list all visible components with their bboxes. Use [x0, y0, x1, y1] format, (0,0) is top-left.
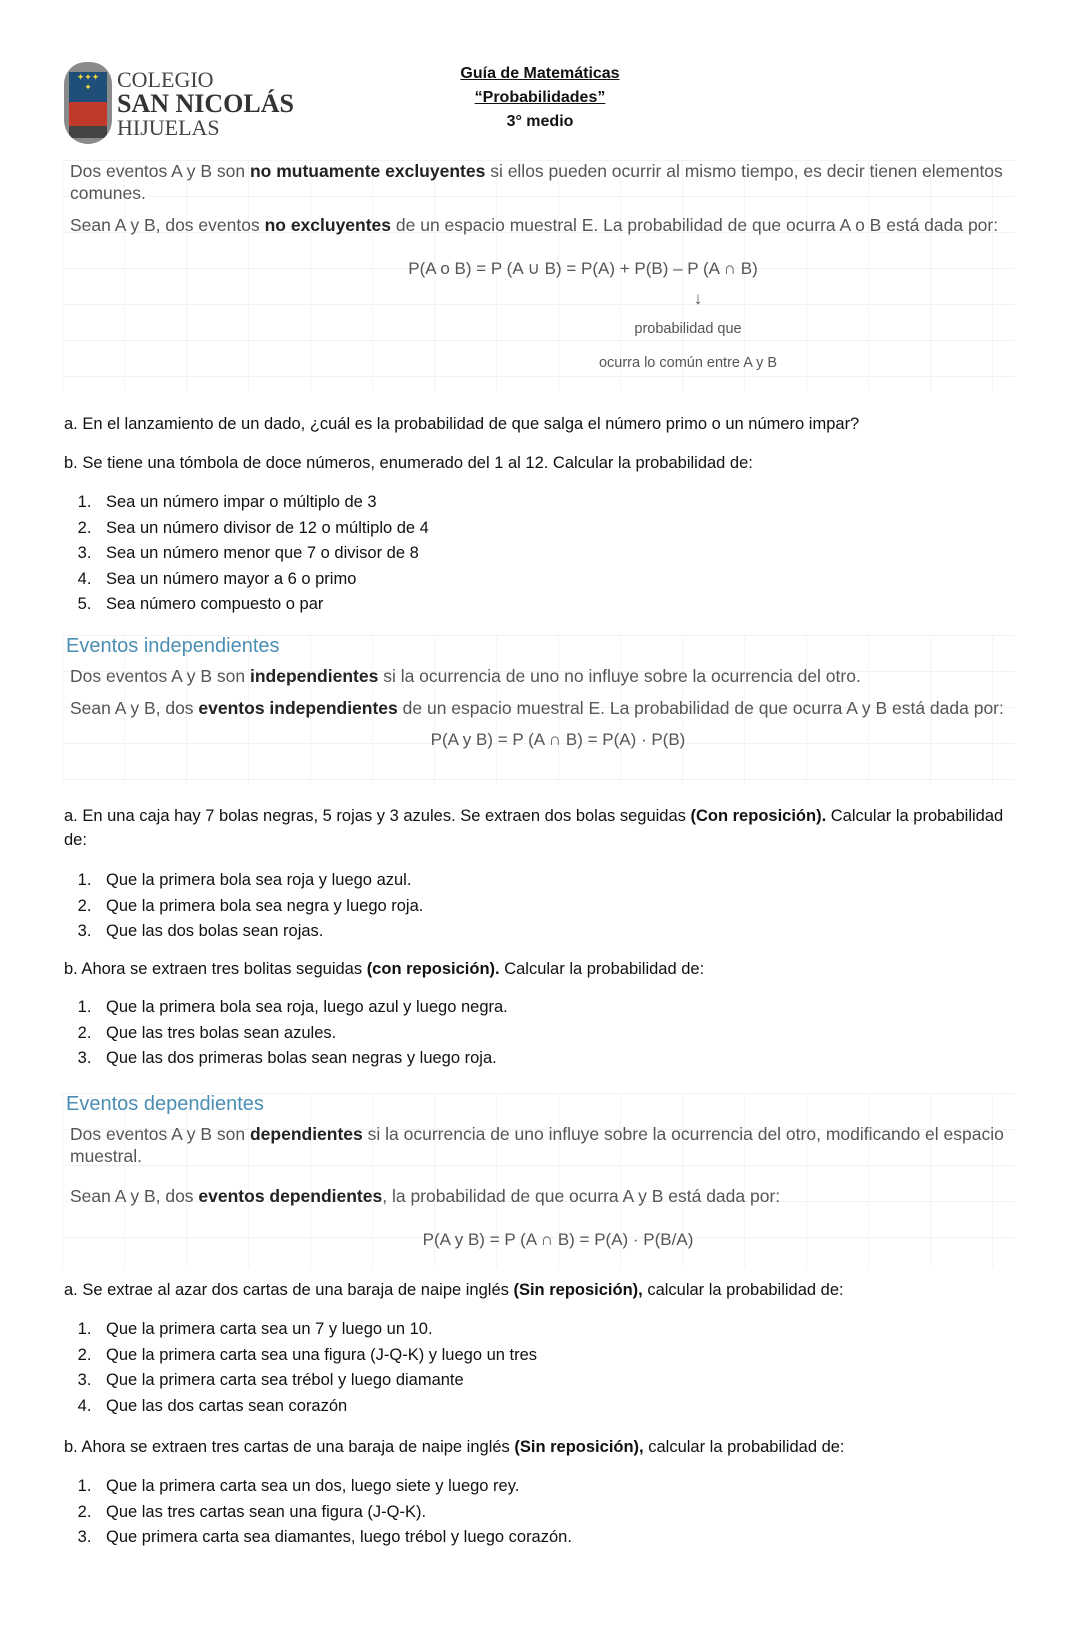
- question-a: a. En una caja hay 7 bolas negras, 5 rojas y 3 azules. Se extraen dos bolas seguidas (Con reposición). Calcular la probabilidad de:: [64, 807, 1004, 849]
- list-item: 3. Que primera carta sea diamantes, luego trébol y luego corazón.: [96, 1525, 572, 1551]
- question-list: [36, 490, 429, 618]
- formula-note: ocurra lo común entre A y B: [598, 355, 778, 371]
- definition-box-dependent: [62, 1093, 1014, 1268]
- logo-line-1: COLEGIO: [117, 67, 214, 92]
- definition-box-non-exclusive: [62, 160, 1014, 392]
- formula: P(A y B) = P (A ∩ B) = P(A) · P(B/A): [422, 1230, 694, 1249]
- definition-text: Sean A y B, dos eventos no excluyentes de un espacio muestral E. La probabilidad de que ocurra A o B está dada por:: [70, 215, 999, 235]
- question-list: [36, 1474, 572, 1551]
- definition-box-independent: [62, 635, 1014, 783]
- list-item: 1. Que la primera carta sea un dos, luego siete y luego rey.: [96, 1474, 572, 1500]
- question-list: [36, 1317, 537, 1419]
- list-item: 2. Que las tres cartas sean una figura (J-Q-K).: [96, 1500, 572, 1526]
- list-item: 3. Sea un número menor que 7 o divisor de 8: [96, 541, 429, 567]
- formula: P(A o B) = P (A ∪ B) = P(A) + P(B) – P (A ∩ B): [408, 259, 758, 278]
- question-a: a. Se extrae al azar dos cartas de una baraja de naipe inglés (Sin reposición), calcular la probabilidad de:: [64, 1281, 844, 1299]
- document-subtitle: “Probabilidades”: [474, 89, 606, 106]
- list-item: 3. Que las dos primeras bolas sean negras y luego roja.: [96, 1046, 508, 1072]
- school-crest-icon: ✦✦✦ ✦: [64, 62, 112, 144]
- document-title: Guía de Matemáticas: [460, 65, 620, 82]
- definition-text: Sean A y B, dos eventos independientes de un espacio muestral E. La probabilidad de que ocurra A y B está dada por:: [70, 698, 1004, 718]
- list-item: 2. Que la primera carta sea una figura (J-Q-K) y luego un tres: [96, 1343, 537, 1369]
- question-list: [36, 995, 508, 1072]
- school-logo: [64, 62, 304, 146]
- question-a: a. En el lanzamiento de un dado, ¿cuál es la probabilidad de que salga el número primo o un número impar?: [64, 415, 860, 433]
- logo-line-3: HIJUELAS: [117, 115, 220, 140]
- definition-text: Sean A y B, dos eventos dependientes, la probabilidad de que ocurra A y B está dada por:: [70, 1186, 781, 1206]
- logo-line-2: SAN NICOLÁS: [117, 89, 294, 118]
- list-item: 1. Que la primera bola sea roja, luego azul y luego negra.: [96, 995, 508, 1021]
- formula: P(A y B) = P (A ∩ B) = P(A) · P(B): [430, 730, 686, 749]
- definition-text: Dos eventos A y B son independientes si la ocurrencia de uno no influye sobre la ocurrencia del otro.: [70, 666, 861, 686]
- definition-text: Dos eventos A y B son dependientes si la ocurrencia de uno influye sobre la ocurrencia del otro, modificando el espacio muestral.: [70, 1124, 1004, 1166]
- list-item: 5. Sea número compuesto o par: [96, 592, 429, 618]
- formula-note: probabilidad que: [634, 321, 742, 337]
- list-item: 1. Que la primera bola sea roja y luego azul.: [96, 868, 423, 894]
- list-item: 2. Que la primera bola sea negra y luego roja.: [96, 894, 423, 920]
- section-heading: Eventos independientes: [66, 635, 280, 657]
- definition-text: Dos eventos A y B son no mutuamente excluyentes si ellos pueden ocurrir al mismo tiempo, es decir tienen elementos comunes.: [70, 161, 1003, 203]
- list-item: 2. Que las tres bolas sean azules.: [96, 1021, 508, 1047]
- section-heading: Eventos dependientes: [66, 1093, 264, 1115]
- list-item: 3. Que las dos bolas sean rojas.: [96, 919, 423, 945]
- question-b: b. Ahora se extraen tres bolitas seguidas (con reposición). Calcular la probabilidad de:: [64, 960, 705, 978]
- grade-label: 3° medio: [506, 113, 574, 130]
- list-item: 1. Sea un número impar o múltiplo de 3: [96, 490, 429, 516]
- list-item: 4. Que las dos cartas sean corazón: [96, 1394, 537, 1420]
- document-header: [400, 62, 680, 134]
- list-item: 1. Que la primera carta sea un 7 y luego un 10.: [96, 1317, 537, 1343]
- list-item: 2. Sea un número divisor de 12 o múltiplo de 4: [96, 516, 429, 542]
- list-item: 4. Sea un número mayor a 6 o primo: [96, 567, 429, 593]
- list-item: 3. Que la primera carta sea trébol y luego diamante: [96, 1368, 537, 1394]
- question-b: b. Se tiene una tómbola de doce números, enumerado del 1 al 12. Calcular la probabilidad de:: [64, 454, 753, 472]
- arrow-down-icon: ↓: [693, 289, 703, 308]
- question-list: [36, 868, 423, 945]
- question-b: b. Ahora se extraen tres cartas de una baraja de naipe inglés (Sin reposición), calcular la probabilidad de:: [64, 1438, 845, 1456]
